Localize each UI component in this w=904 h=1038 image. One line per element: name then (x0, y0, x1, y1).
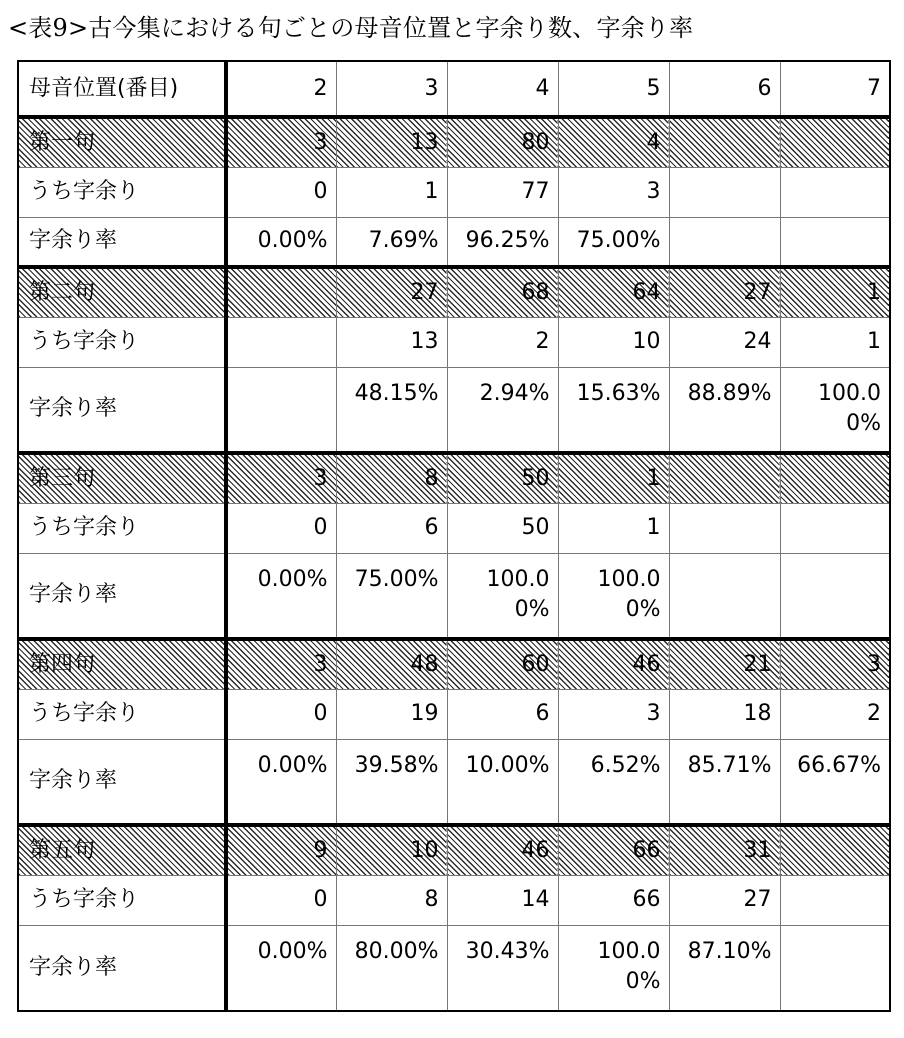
sub-cell: 18 (669, 689, 780, 739)
rate-row (18, 217, 890, 267)
rate-cell: 0.00% (226, 925, 336, 1011)
rate-cell: 0.00% (226, 217, 336, 267)
rate-cell: 7.69% (336, 217, 447, 267)
sub-cell: 10 (558, 317, 669, 367)
count-cell: 1 (780, 267, 890, 317)
section-row (18, 453, 890, 503)
rate-cell: 0.00% (226, 553, 336, 639)
rate-cell: 100.00% (780, 367, 890, 453)
count-cell: 27 (669, 267, 780, 317)
sub-cell: 0 (226, 689, 336, 739)
rate-cell (226, 367, 336, 453)
section-row (18, 117, 890, 167)
sub-cell: 3 (558, 167, 669, 217)
section-label: 第一句 (18, 117, 226, 167)
count-cell: 31 (669, 825, 780, 875)
sub-cell: 0 (226, 875, 336, 925)
table-caption: <表9>古今集における句ごとの母音位置と字余り数、字余り率 (8, 14, 694, 42)
sub-cell (780, 167, 890, 217)
rate-cell: 100.00% (558, 925, 669, 1011)
count-cell (780, 453, 890, 503)
count-cell: 8 (336, 453, 447, 503)
count-cell: 3 (226, 117, 336, 167)
rate-row (18, 739, 890, 825)
count-cell: 48 (336, 639, 447, 689)
rate-cell: 6.52% (558, 739, 669, 825)
rate-cell (780, 217, 890, 267)
rate-cell: 39.58% (336, 739, 447, 825)
count-cell: 21 (669, 639, 780, 689)
header-col: 4 (447, 61, 558, 117)
count-cell: 3 (780, 639, 890, 689)
sub-cell: 2 (780, 689, 890, 739)
sub-cell: 1 (780, 317, 890, 367)
rate-cell: 85.71% (669, 739, 780, 825)
section-row (18, 639, 890, 689)
count-cell: 27 (336, 267, 447, 317)
rate-label: 字余り率 (18, 217, 226, 267)
rate-cell (669, 553, 780, 639)
count-cell: 46 (558, 639, 669, 689)
section-label: 第四句 (18, 639, 226, 689)
rate-cell: 66.67% (780, 739, 890, 825)
header-col: 7 (780, 61, 890, 117)
sub-cell: 77 (447, 167, 558, 217)
count-cell: 3 (226, 453, 336, 503)
count-cell (780, 825, 890, 875)
header-row (18, 61, 890, 117)
rate-cell: 48.15% (336, 367, 447, 453)
count-cell: 13 (336, 117, 447, 167)
rate-cell: 87.10% (669, 925, 780, 1011)
sub-cell (669, 167, 780, 217)
rate-cell: 30.43% (447, 925, 558, 1011)
rate-cell: 96.25% (447, 217, 558, 267)
rate-cell (780, 925, 890, 1011)
rate-cell: 2.94% (447, 367, 558, 453)
section-label: 第三句 (18, 453, 226, 503)
sub-cell (780, 875, 890, 925)
rate-cell: 75.00% (336, 553, 447, 639)
header-label: 母音位置(番目) (18, 61, 226, 117)
section-label: 第五句 (18, 825, 226, 875)
rate-label: 字余り率 (18, 553, 226, 639)
sub-cell: 1 (558, 503, 669, 553)
count-cell: 46 (447, 825, 558, 875)
sub-cell: 6 (336, 503, 447, 553)
sub-label: うち字余り (18, 503, 226, 553)
count-cell: 60 (447, 639, 558, 689)
sub-label: うち字余り (18, 875, 226, 925)
header-col: 6 (669, 61, 780, 117)
sub-cell: 1 (336, 167, 447, 217)
section-row (18, 267, 890, 317)
sub-label: うち字余り (18, 317, 226, 367)
rate-label: 字余り率 (18, 367, 226, 453)
count-cell: 68 (447, 267, 558, 317)
header-col: 5 (558, 61, 669, 117)
sub-row (18, 875, 890, 925)
rate-cell: 0.00% (226, 739, 336, 825)
rate-cell (669, 217, 780, 267)
rate-row (18, 367, 890, 453)
sub-label: うち字余り (18, 167, 226, 217)
header-col: 2 (226, 61, 336, 117)
rate-cell: 88.89% (669, 367, 780, 453)
rate-cell: 75.00% (558, 217, 669, 267)
sub-cell: 13 (336, 317, 447, 367)
vowel-position-table (17, 60, 891, 1012)
count-cell (669, 453, 780, 503)
sub-label: うち字余り (18, 689, 226, 739)
count-cell: 10 (336, 825, 447, 875)
rate-cell: 80.00% (336, 925, 447, 1011)
sub-row (18, 167, 890, 217)
count-cell: 64 (558, 267, 669, 317)
sub-row (18, 317, 890, 367)
sub-cell: 0 (226, 167, 336, 217)
section-row (18, 825, 890, 875)
sub-cell: 2 (447, 317, 558, 367)
section-label: 第二句 (18, 267, 226, 317)
sub-cell (780, 503, 890, 553)
count-cell: 66 (558, 825, 669, 875)
rate-cell: 100.00% (558, 553, 669, 639)
header-col: 3 (336, 61, 447, 117)
sub-cell: 19 (336, 689, 447, 739)
rate-cell: 100.00% (447, 553, 558, 639)
rate-cell: 10.00% (447, 739, 558, 825)
count-cell (780, 117, 890, 167)
sub-cell: 8 (336, 875, 447, 925)
count-cell: 9 (226, 825, 336, 875)
count-cell (226, 267, 336, 317)
count-cell: 80 (447, 117, 558, 167)
sub-cell (226, 317, 336, 367)
sub-cell: 66 (558, 875, 669, 925)
rate-label: 字余り率 (18, 739, 226, 825)
sub-cell: 6 (447, 689, 558, 739)
count-cell: 50 (447, 453, 558, 503)
rate-row (18, 553, 890, 639)
rate-cell: 15.63% (558, 367, 669, 453)
sub-cell: 0 (226, 503, 336, 553)
count-cell: 3 (226, 639, 336, 689)
sub-row (18, 503, 890, 553)
sub-cell: 14 (447, 875, 558, 925)
count-cell: 1 (558, 453, 669, 503)
rate-label: 字余り率 (18, 925, 226, 1011)
count-cell: 4 (558, 117, 669, 167)
sub-cell: 50 (447, 503, 558, 553)
sub-row (18, 689, 890, 739)
rate-cell (780, 553, 890, 639)
sub-cell (669, 503, 780, 553)
count-cell (669, 117, 780, 167)
sub-cell: 3 (558, 689, 669, 739)
sub-cell: 27 (669, 875, 780, 925)
rate-row (18, 925, 890, 1011)
sub-cell: 24 (669, 317, 780, 367)
